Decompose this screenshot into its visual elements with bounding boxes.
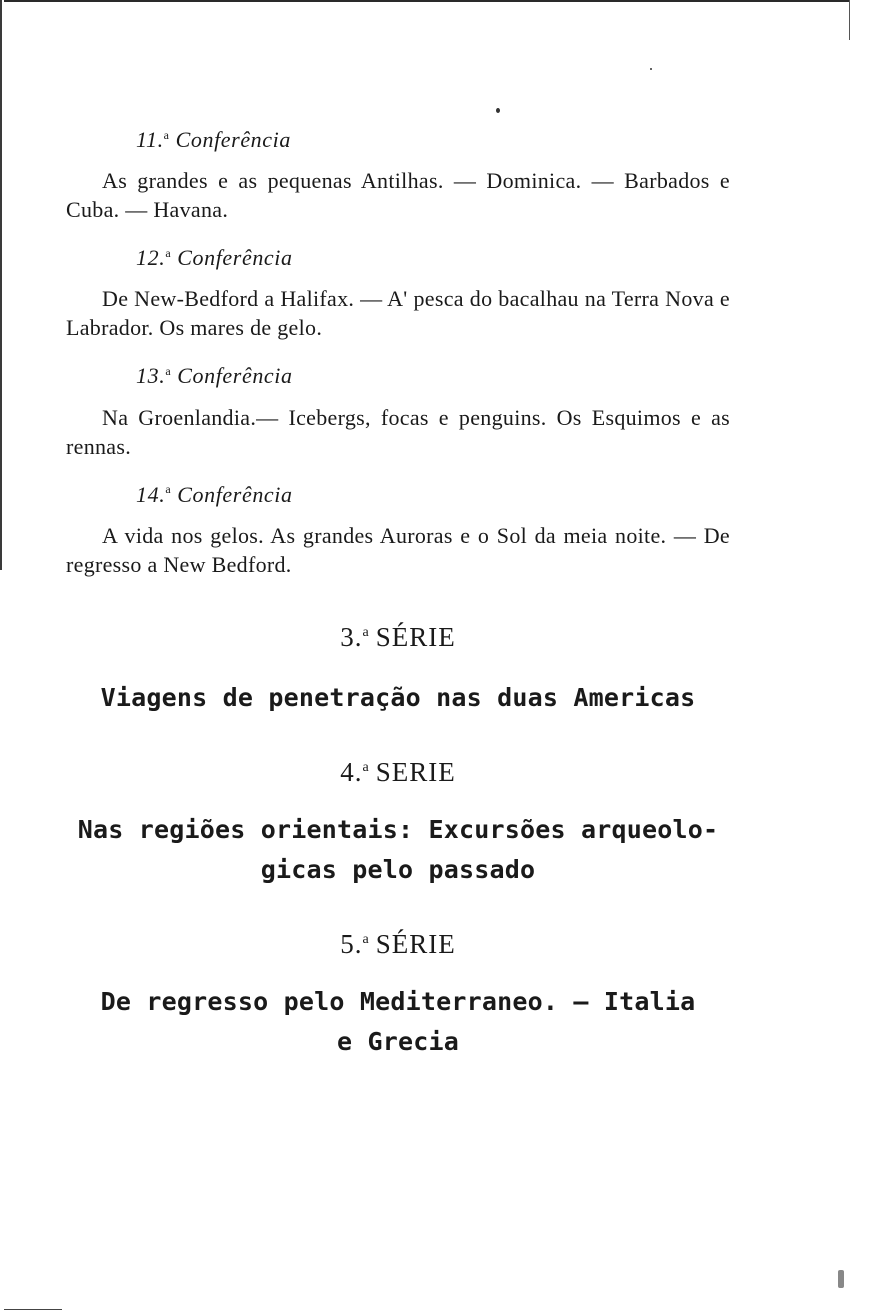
conference-description: Na Groenlandia.— Icebergs, focas e penguins. Os Esquimos e as rennas.: [66, 404, 730, 459]
conference-heading: [136, 128, 730, 152]
conference-block-13: [66, 364, 730, 460]
scan-speck: [838, 1270, 844, 1288]
serie-block-3: [66, 623, 730, 719]
conference-description: De New-Bedford a Halifax. — A' pesca do bacalhau na Terra Nova e Labrador. Os mares de gelo.: [66, 286, 730, 341]
scan-border-top: [4, 0, 850, 2]
ordinal-indicator: a: [362, 624, 370, 640]
serie-title-line: De regresso pelo Mediterraneo. — Italia: [100, 986, 696, 1016]
ordinal-indicator: a: [362, 932, 370, 948]
serie-heading: [66, 758, 730, 788]
conference-number: 14.: [136, 481, 166, 507]
serie-title-line: Nas regiões orientais: Excursões arqueolo-: [77, 815, 719, 845]
serie-number: 3.: [340, 621, 363, 652]
serie-title: [66, 678, 730, 718]
conference-label: Conferência: [175, 127, 291, 152]
conference-heading: [136, 246, 730, 270]
conference-heading: [136, 364, 730, 388]
serie-label: SÉRIE: [375, 929, 456, 960]
serie-title: [66, 810, 730, 890]
conference-label: Conferência: [177, 245, 293, 271]
conference-block-11: [66, 128, 730, 224]
serie-block-5: [66, 930, 730, 1062]
conference-heading: [136, 483, 730, 507]
serie-title: [66, 982, 730, 1062]
scan-border-right: [849, 0, 850, 40]
serie-heading: [66, 623, 730, 653]
serie-label: SERIE: [375, 757, 456, 788]
conference-description: A vida nos gelos. As grandes Auroras e o Sol da meia noite. — De regresso a New Bedford.: [66, 522, 730, 577]
conference-description: As grandes e as pequenas Antilhas. — Dominica. — Barbados e Cuba. — Havana.: [66, 168, 730, 223]
serie-number: 5.: [340, 929, 363, 960]
conference-number: 12.: [136, 245, 166, 271]
serie-title-line: gicas pelo passado: [260, 855, 536, 885]
ordinal-indicator: a: [163, 127, 170, 142]
scan-speck: [496, 108, 500, 113]
ordinal-indicator: a: [165, 364, 172, 379]
conference-number: 13.: [136, 363, 166, 389]
conference-label: Conferência: [177, 481, 293, 507]
page-content: [66, 128, 730, 1062]
serie-label: SÉRIE: [375, 621, 456, 652]
ordinal-indicator: a: [362, 760, 370, 776]
serie-block-4: [66, 758, 730, 890]
ordinal-indicator: a: [165, 245, 172, 260]
conference-block-14: [66, 483, 730, 579]
scan-speck: [650, 68, 652, 70]
scan-border-left: [0, 0, 2, 570]
serie-title-line: Viagens de penetração nas duas Americas: [100, 683, 696, 713]
serie-heading: [66, 930, 730, 960]
scan-mark-bottom: [4, 1309, 62, 1310]
ordinal-indicator: a: [165, 482, 172, 497]
conference-number: 11.: [136, 127, 164, 152]
serie-title-line: e Grecia: [336, 1026, 459, 1056]
conference-label: Conferência: [177, 363, 293, 389]
conference-block-12: [66, 246, 730, 342]
serie-number: 4.: [340, 757, 363, 788]
